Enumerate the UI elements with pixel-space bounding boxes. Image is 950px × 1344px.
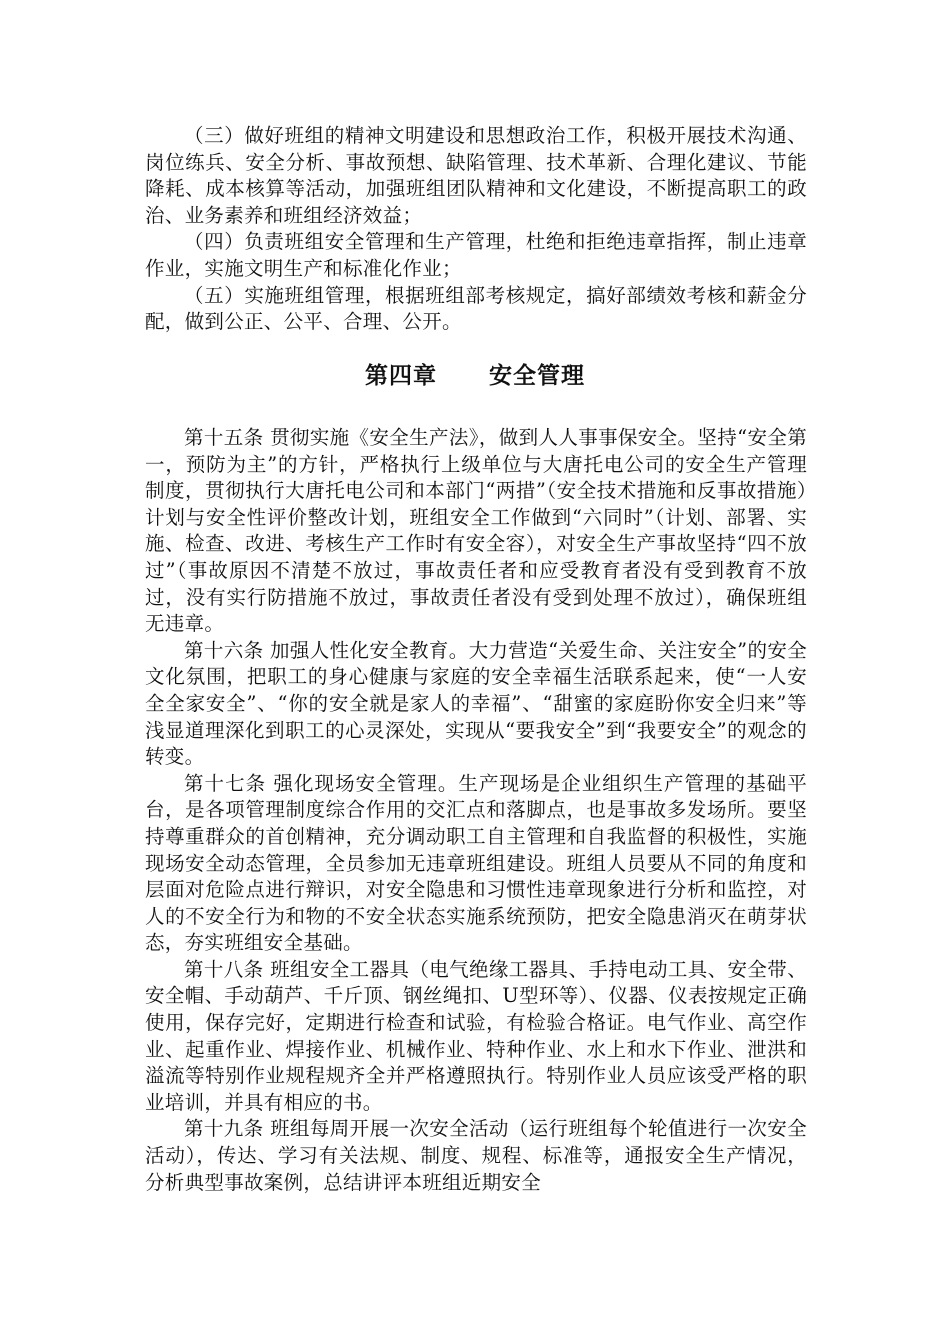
- article-17-label: 第十七条: [184, 771, 267, 795]
- article-18-text: 班组安全工器具（电气绝缘工器具、手持电动工具、安全带、安全帽、手动葫芦、千斤顶、钢丝绳扣、U型环等）、仪器、仪表按规定正确使用，保存完好，定期进行检查和试验，有检验合格证。电气作业、高空作业、起重作业、焊接作业、机械作业、特种作业、水上和水下作业、泄洪和溢流等特别作业规程规齐全并严格遵照执行。特别作业人员应该受严格的职业培训，并具有相应的书。: [145, 957, 807, 1114]
- chapter-body: [145, 425, 807, 1196]
- article-15-text: 贯彻实施《安全生产法》，做到人人事事保安全。坚持“安全第一，预防为主”的方针，严格执行上级单位与大唐托电公司的安全生产管理制度，贯彻执行大唐托电公司和本部门“两措”（安全技术措施和反事故措施）计划与安全性评价整改计划，班组安全工作做到“六同时”（计划、部署、实施、检查、改进、考核生产工作时有安全容），对安全生产事故坚持“四不放过”（事故原因不清楚不放过，事故责任者和应受教育者没有受到教育不放过，没有实行防措施不放过，事故责任者没有受到处理不放过），确保班组无违章。: [145, 426, 808, 636]
- chapter-heading: [0, 357, 950, 390]
- article-18-label: 第十八条: [184, 957, 264, 981]
- top-section: [145, 123, 807, 336]
- article-16: [145, 638, 807, 771]
- clause-3-paragraph: （三）做好班组的精神文明建设和思想政治工作，积极开展技术沟通、岗位练兵、安全分析、事故预想、缺陷管理、技术革新、合理化建议、节能降耗、成本核算等活动，加强班组团队精神和文化建设，不断提高职工的政治、业务素养和班组经济效益；: [145, 124, 807, 227]
- article-19: [145, 1116, 807, 1196]
- article-17-text: 强化现场安全管理。生产现场是企业组织生产管理的基础平台，是各项管理制度综合作用的交汇点和落脚点，也是事故多发场所。要坚持尊重群众的首创精神，充分调动职工自主管理和自我监督的积极性，实施现场安全动态管理，全员参加无违章班组建设。班组人员要从不同的角度和层面对危险点进行辩识，对安全隐患和习惯性违章现象进行分析和监控，对人的不安全行为和物的不安全状态实施系统预防，把安全隐患消灭在萌芽状态，夯实班组安全基础。: [145, 771, 807, 955]
- article-19-label: 第十九条: [184, 1117, 264, 1141]
- article-15-label: 第十五条: [184, 426, 264, 449]
- clause-4-paragraph: （四）负责班组安全管理和生产管理，杜绝和拒绝违章指挥，制止违章作业，实施文明生产和标准化作业；: [145, 230, 807, 280]
- article-16-label: 第十六条: [184, 638, 264, 662]
- article-15: [145, 425, 807, 638]
- article-19-text: 班组每周开展一次安全活动（运行班组每个轮值进行一次安全活动），传达、学习有关法规、制度、规程、标准等，通报安全生产情况，分析典型事故案例，总结讲评本班组近期安全: [145, 1117, 807, 1194]
- clause-5-paragraph: （五）实施班组管理，根据班组部考核规定，搞好部绩效考核和薪金分配，做到公正、公平、合理、公开。: [145, 283, 807, 334]
- article-16-text: 加强人性化安全教育。大力营造“关爱生命、关注安全”的安全文化氛围，把职工的身心健康与家庭的安全幸福生活联系起来，使“一人安全全家安全”、“你的安全就是家人的幸福”、“甜蜜的家庭盼你安全归来”等浅显道理深化到职工的心灵深处，实现从“要我安全”到“我要安全”的观念的转变。: [145, 638, 808, 769]
- article-18: [145, 957, 807, 1117]
- article-17: [145, 771, 807, 957]
- chapter-number: 第四章: [365, 363, 437, 389]
- chapter-title: 安全管理: [489, 363, 585, 389]
